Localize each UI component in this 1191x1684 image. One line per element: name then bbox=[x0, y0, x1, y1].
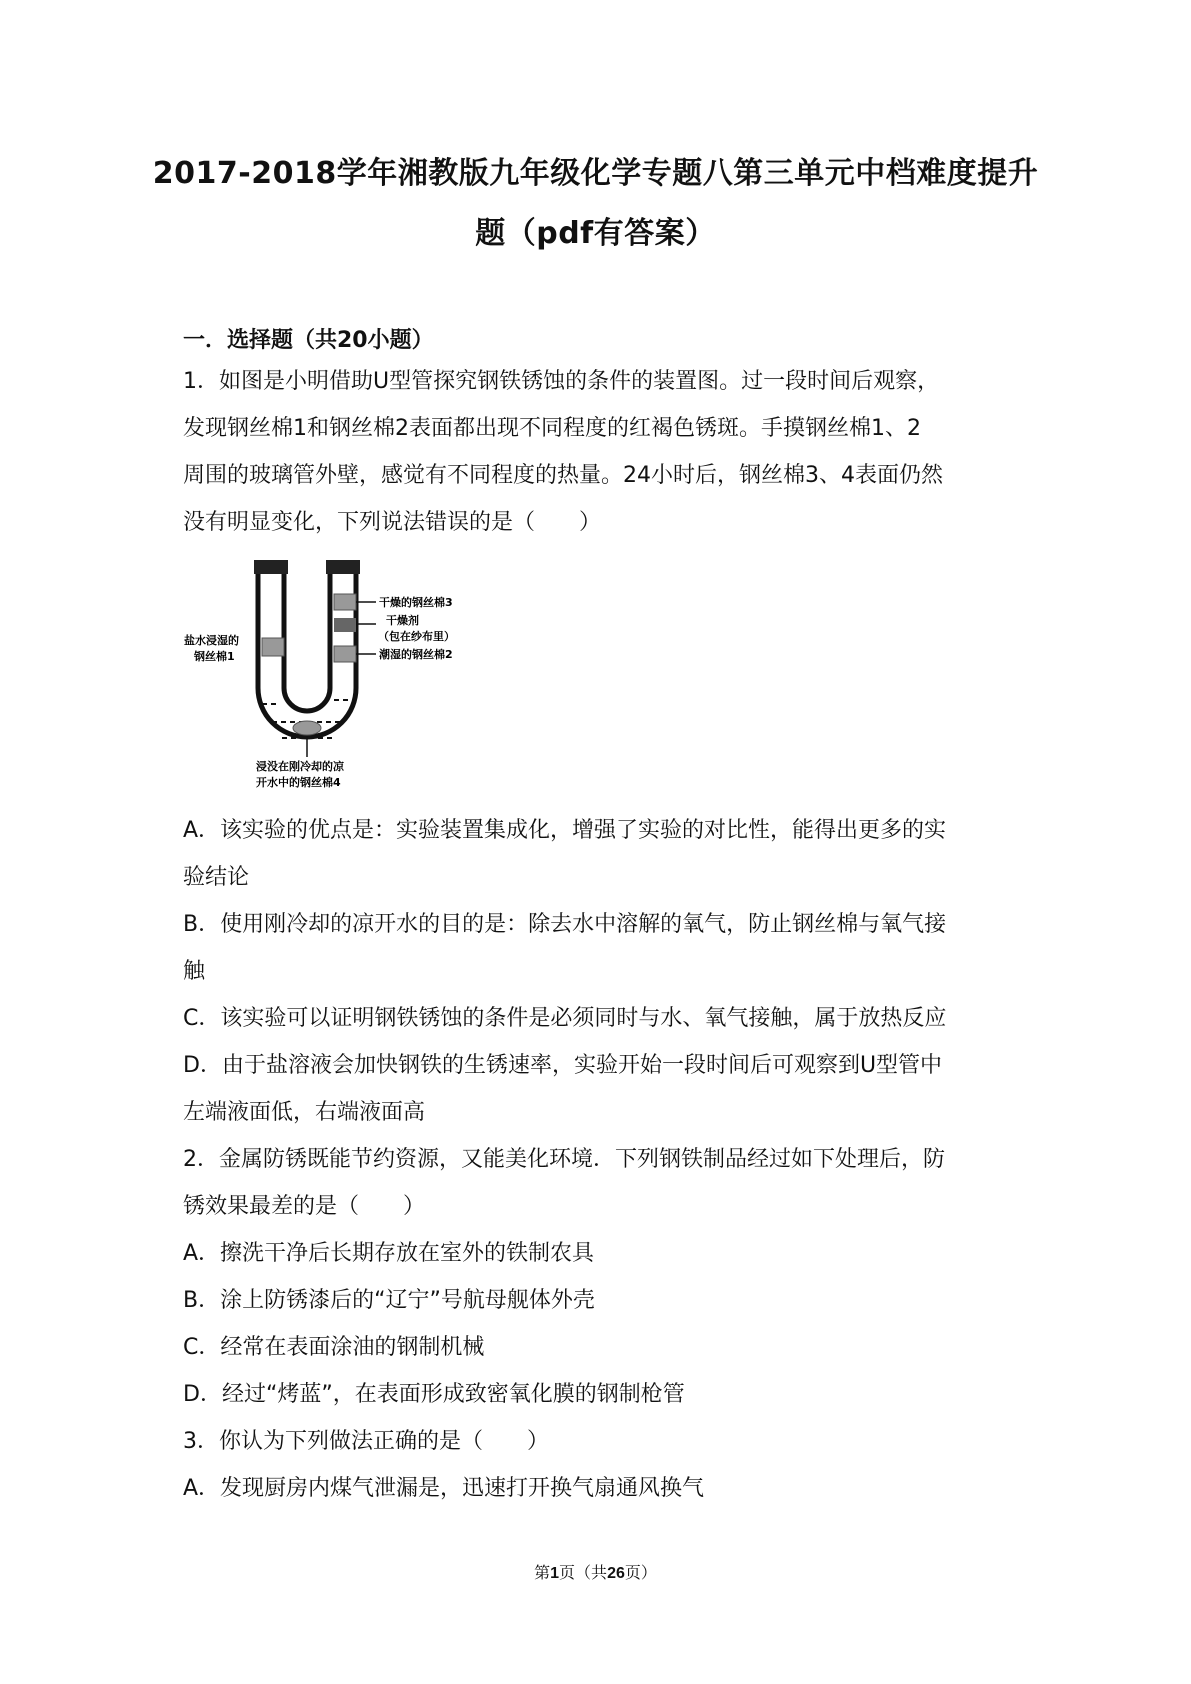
label-cotton2: 潮湿的钢丝棉2 bbox=[379, 648, 453, 661]
label-cotton3: 干燥的钢丝棉3 bbox=[379, 596, 453, 609]
u-tube-figure bbox=[180, 552, 470, 794]
label-desiccant: 干燥剂 bbox=[386, 614, 419, 627]
question-1-option-b-cont: 触 bbox=[183, 959, 206, 984]
steel-wool-4 bbox=[293, 721, 321, 735]
steel-wool-1 bbox=[262, 638, 284, 656]
footer-suffix: 页） bbox=[624, 1563, 657, 1582]
question-2-option-b: B．涂上防锈漆后的“辽宁”号航母舰体外壳 bbox=[183, 1288, 595, 1313]
document-title-line2: 题（pdf有答案） bbox=[475, 216, 716, 251]
question-1-option-c: C．该实验可以证明钢铁锈蚀的条件是必须同时与水、氧气接触，属于放热反应 bbox=[183, 1006, 947, 1031]
question-1-line-4: 没有明显变化，下列说法错误的是（ ） bbox=[183, 510, 602, 535]
question-1-option-a-cont: 验结论 bbox=[183, 865, 250, 890]
question-3-option-a: A．发现厨房内煤气泄漏是，迅速打开换气扇通风换气 bbox=[183, 1476, 705, 1501]
question-1-option-d: D．由于盐溶液会加快钢铁的生锈速率，实验开始一段时间后可观察到U型管中 bbox=[183, 1053, 943, 1078]
question-3-line-1: 3．你认为下列做法正确的是（ ） bbox=[183, 1429, 549, 1454]
label-cotton4-b: 开水中的钢丝棉4 bbox=[256, 776, 341, 789]
question-1-option-b: B．使用刚冷却的凉开水的目的是：除去水中溶解的氧气，防止钢丝棉与氧气接 bbox=[183, 912, 947, 937]
right-stopper bbox=[326, 560, 360, 574]
u-tube-diagram bbox=[180, 552, 470, 794]
label-cotton1-b: 钢丝棉1 bbox=[194, 650, 235, 663]
footer-total-pages: 26 bbox=[607, 1565, 625, 1582]
label-cotton1-a: 盐水浸湿的 bbox=[184, 634, 239, 647]
left-stopper bbox=[254, 560, 288, 574]
document-title-line1: 2017-2018学年湘教版九年级化学专题八第三单元中档难度提升 bbox=[152, 156, 1039, 191]
steel-wool-3 bbox=[334, 594, 356, 610]
question-1-line-3: 周围的玻璃管外壁，感觉有不同程度的热量。24小时后，钢丝棉3、4表面仍然 bbox=[183, 463, 943, 488]
question-2-option-c: C．经常在表面涂油的钢制机械 bbox=[183, 1335, 485, 1360]
steel-wool-2 bbox=[334, 646, 356, 662]
page-footer bbox=[0, 1560, 1191, 1583]
label-cotton4-a: 浸没在刚冷却的凉 bbox=[256, 760, 344, 773]
footer-page-number: 1 bbox=[550, 1565, 560, 1582]
question-1-option-a: A．该实验的优点是：实验装置集成化，增强了实验的对比性，能得出更多的实 bbox=[183, 818, 947, 843]
question-2-option-d: D．经过“烤蓝”，在表面形成致密氧化膜的钢制枪管 bbox=[183, 1382, 685, 1407]
question-1-option-d-cont: 左端液面低，右端液面高 bbox=[183, 1100, 426, 1125]
desiccant-pack bbox=[334, 618, 356, 632]
question-2-line-1: 2．金属防锈既能节约资源，又能美化环境．下列钢铁制品经过如下处理后，防 bbox=[183, 1147, 945, 1172]
question-2-option-a: A．擦洗干净后长期存放在室外的铁制农具 bbox=[183, 1241, 595, 1266]
footer-middle: 页（共 bbox=[559, 1563, 608, 1582]
label-desiccant-note: （包在纱布里） bbox=[378, 630, 455, 643]
question-2-line-2: 锈效果最差的是（ ） bbox=[183, 1194, 426, 1219]
question-1-line-1: 1．如图是小明借助U型管探究钢铁锈蚀的条件的装置图。过一段时间后观察， bbox=[183, 369, 940, 394]
u-tube-inner bbox=[284, 574, 330, 711]
section-heading: 一．选择题（共20小题） bbox=[183, 328, 434, 353]
footer-prefix: 第 bbox=[534, 1563, 551, 1582]
question-1-line-2: 发现钢丝棉1和钢丝棉2表面都出现不同程度的红褐色锈斑。手摸钢丝棉1、2 bbox=[183, 416, 921, 441]
